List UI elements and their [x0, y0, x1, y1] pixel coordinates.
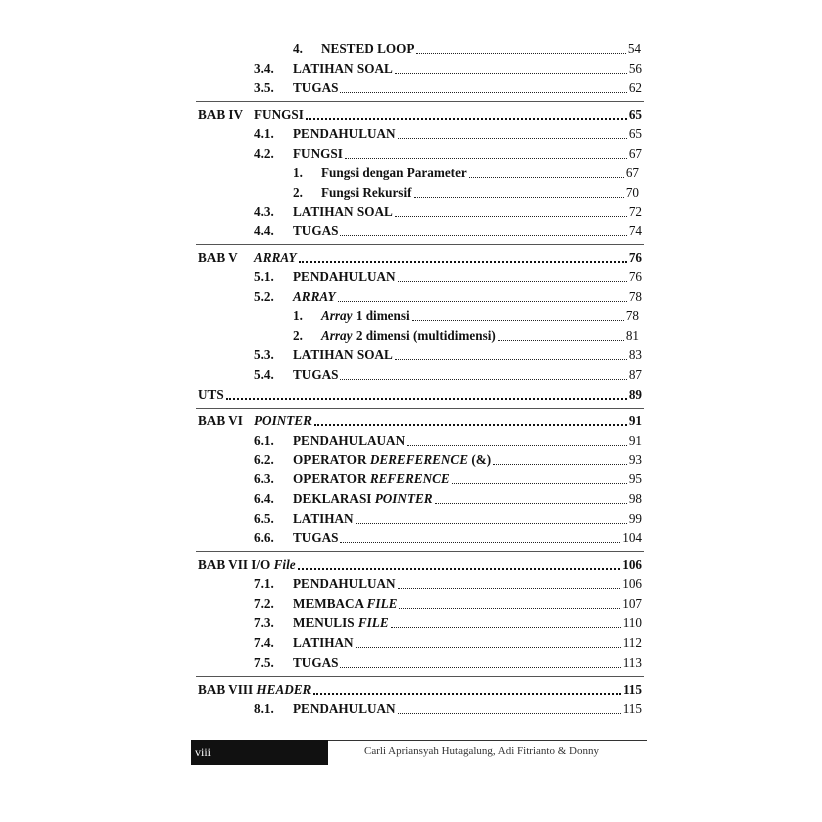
chapter-number: BAB V: [198, 250, 238, 265]
toc-number: 7.1.: [254, 576, 274, 591]
dot-leader: [398, 138, 627, 139]
toc-title: MEMBACA FILE: [293, 596, 398, 611]
dot-leader: [469, 177, 624, 178]
toc-entry[interactable]: [293, 184, 639, 202]
divider: [196, 408, 644, 409]
toc-number: 4.: [293, 41, 303, 56]
toc-entry[interactable]: [254, 634, 642, 652]
toc-title: PENDAHULUAN: [293, 126, 396, 141]
dot-leader: [398, 713, 621, 714]
toc-page-number: 65: [628, 126, 642, 141]
toc-page-number: 78: [625, 308, 639, 323]
toc-page-number: 78: [628, 289, 642, 304]
toc-entry[interactable]: [293, 307, 639, 325]
dot-leader: [407, 445, 627, 446]
toc-entry[interactable]: [254, 222, 642, 240]
toc-page-number: 70: [625, 185, 639, 200]
toc-page-number: 81: [625, 328, 639, 343]
toc-entry[interactable]: [254, 203, 642, 221]
toc-entry[interactable]: [254, 700, 642, 718]
toc-page-number: 99: [628, 511, 642, 526]
toc-page-number: 107: [622, 596, 642, 611]
dot-leader: [313, 693, 621, 695]
toc-title: NESTED LOOP: [321, 41, 415, 56]
toc-title: TUGAS: [293, 80, 339, 95]
dot-leader: [395, 73, 627, 74]
dot-leader: [356, 647, 621, 648]
toc-number: 6.6.: [254, 530, 274, 545]
chapter-title: ARRAY: [254, 250, 297, 265]
divider: [196, 676, 644, 677]
chapter-title: FUNGSI: [254, 107, 304, 122]
chapter-number: BAB VI: [198, 413, 243, 428]
dot-leader: [340, 379, 626, 380]
divider: [196, 551, 644, 552]
divider: [196, 101, 644, 102]
toc-page-number: 76: [628, 250, 642, 265]
toc-chapter[interactable]: [198, 106, 642, 124]
toc-number: 6.1.: [254, 433, 274, 448]
toc-page-number: 93: [628, 452, 642, 467]
dot-leader: [356, 523, 627, 524]
toc-page-number: 115: [622, 682, 642, 697]
toc-number: 7.3.: [254, 615, 274, 630]
toc-entry[interactable]: [254, 510, 642, 528]
toc-page-number: 67: [628, 146, 642, 161]
dot-leader: [306, 118, 627, 120]
toc-title: OPERATOR REFERENCE: [293, 471, 450, 486]
toc-page-number: 106: [622, 557, 642, 572]
toc-entry[interactable]: [254, 268, 642, 286]
toc-number: 3.4.: [254, 61, 274, 76]
dot-leader: [340, 667, 620, 668]
toc-chapter[interactable]: [198, 681, 642, 699]
toc-number: 8.1.: [254, 701, 274, 716]
toc-entry[interactable]: [254, 575, 642, 593]
toc-entry[interactable]: [254, 145, 642, 163]
toc-title: PENDAHULUAN: [293, 701, 396, 716]
toc-chapter[interactable]: [198, 412, 642, 430]
chapter-number: BAB IV: [198, 107, 244, 122]
toc-page-number: 72: [628, 204, 642, 219]
toc-number: 2.: [293, 328, 303, 343]
toc-page-number: 110: [622, 615, 642, 630]
toc-entry[interactable]: [254, 614, 642, 632]
toc-title: TUGAS: [293, 530, 339, 545]
toc-number: 2.: [293, 185, 303, 200]
toc-number: 5.4.: [254, 367, 274, 382]
toc-title: LATIHAN SOAL: [293, 204, 393, 219]
toc-entry[interactable]: [254, 490, 642, 508]
toc-page-number: 56: [628, 61, 642, 76]
toc-number: 1.: [293, 165, 303, 180]
toc-entry[interactable]: [254, 60, 642, 78]
toc-page-number: 62: [628, 80, 642, 95]
dot-leader: [340, 235, 626, 236]
chapter-title: POINTER: [254, 413, 312, 428]
toc-title: LATIHAN SOAL: [293, 347, 393, 362]
toc-title: Array 2 dimensi (multidimensi): [321, 328, 496, 343]
toc-title: PENDAHULUAN: [293, 269, 396, 284]
toc-chapter[interactable]: [198, 249, 642, 267]
toc-page-number: 104: [622, 530, 642, 545]
toc-number: 4.4.: [254, 223, 274, 238]
toc-title: Fungsi Rekursif: [321, 185, 412, 200]
toc-title: DEKLARASI POINTER: [293, 491, 433, 506]
toc-title: OPERATOR DEREFERENCE (&): [293, 452, 492, 467]
toc-entry[interactable]: [254, 346, 642, 364]
toc-title: PENDAHULUAN: [293, 576, 396, 591]
toc-page-number: 67: [625, 165, 639, 180]
dot-leader: [398, 588, 621, 589]
footer-page-box: [191, 740, 328, 765]
dot-leader: [340, 92, 626, 93]
toc-title: FUNGSI: [293, 146, 343, 161]
dot-leader: [399, 608, 620, 609]
toc-number: 6.2.: [254, 452, 274, 467]
dot-leader: [398, 281, 627, 282]
dot-leader: [414, 197, 624, 198]
toc-number: 4.2.: [254, 146, 274, 161]
dot-leader: [395, 216, 627, 217]
chapter-title: BAB VII I/O File: [198, 557, 296, 572]
toc-chapter[interactable]: [198, 386, 642, 404]
toc-page-number: 74: [628, 223, 642, 238]
toc-title: TUGAS: [293, 367, 339, 382]
dot-leader: [298, 568, 621, 570]
toc-entry[interactable]: [293, 327, 639, 345]
toc-number: 6.3.: [254, 471, 274, 486]
toc-page-number: 112: [622, 635, 642, 650]
toc-entry[interactable]: [254, 654, 642, 672]
toc-page-number: 89: [628, 387, 642, 402]
dot-leader: [226, 398, 627, 400]
toc-page-number: 83: [628, 347, 642, 362]
toc-entry[interactable]: [293, 164, 639, 182]
dot-leader: [391, 627, 621, 628]
toc-page-number: 54: [627, 41, 641, 56]
toc-number: 5.3.: [254, 347, 274, 362]
toc-page-number: 98: [628, 491, 642, 506]
toc-number: 3.5.: [254, 80, 274, 95]
dot-leader: [412, 320, 624, 321]
dot-leader: [314, 424, 627, 426]
toc-number: 4.3.: [254, 204, 274, 219]
toc-entry[interactable]: [254, 288, 642, 306]
toc-title: MENULIS FILE: [293, 615, 389, 630]
toc-entry[interactable]: [254, 432, 642, 450]
toc-title: LATIHAN SOAL: [293, 61, 393, 76]
dot-leader: [340, 542, 620, 543]
toc-entry[interactable]: [293, 40, 641, 58]
toc-entry[interactable]: [254, 125, 642, 143]
toc-entry[interactable]: [254, 79, 642, 97]
toc-page-number: 91: [628, 413, 642, 428]
toc-number: 7.4.: [254, 635, 274, 650]
toc-entry[interactable]: [254, 451, 642, 469]
footer-page-number: viii: [195, 745, 212, 759]
toc-number: 7.5.: [254, 655, 274, 670]
toc-number: 5.1.: [254, 269, 274, 284]
toc-chapter[interactable]: [198, 556, 642, 574]
dot-leader: [493, 464, 627, 465]
toc-title: LATIHAN: [293, 635, 354, 650]
footer-rule: [328, 740, 647, 741]
toc-number: 1.: [293, 308, 303, 323]
dot-leader: [299, 261, 627, 263]
toc-title: TUGAS: [293, 655, 339, 670]
chapter-title: BAB VIII HEADER: [198, 682, 312, 697]
toc-page-number: 113: [622, 655, 642, 670]
toc-number: 5.2.: [254, 289, 274, 304]
toc-title: Fungsi dengan Parameter: [321, 165, 467, 180]
dot-leader: [395, 359, 627, 360]
toc-number: 4.1.: [254, 126, 274, 141]
toc-page-number: 87: [628, 367, 642, 382]
dot-leader: [345, 158, 627, 159]
toc-title: TUGAS: [293, 223, 339, 238]
dot-leader: [416, 53, 625, 54]
toc-entry[interactable]: [254, 529, 642, 547]
toc-page-number: 76: [628, 269, 642, 284]
toc-entry[interactable]: [254, 595, 642, 613]
dot-leader: [452, 483, 627, 484]
footer-authors: Carli Apriansyah Hutagalung, Adi Fitrianto & Donny: [364, 745, 599, 757]
chapter-title: UTS: [198, 387, 224, 402]
divider: [196, 244, 644, 245]
toc-page-number: 95: [628, 471, 642, 486]
toc-page-number: 115: [622, 701, 642, 716]
toc-title: LATIHAN: [293, 511, 354, 526]
toc-number: 6.5.: [254, 511, 274, 526]
toc-number: 6.4.: [254, 491, 274, 506]
dot-leader: [498, 340, 624, 341]
toc-number: 7.2.: [254, 596, 274, 611]
toc-page-number: 106: [622, 576, 642, 591]
dot-leader: [435, 503, 627, 504]
toc-entry[interactable]: [254, 470, 642, 488]
dot-leader: [338, 301, 627, 302]
toc-title: Array 1 dimensi: [321, 308, 410, 323]
toc-page-number: 91: [628, 433, 642, 448]
toc-title: PENDAHULAUAN: [293, 433, 406, 448]
toc-entry[interactable]: [254, 366, 642, 384]
toc-title: ARRAY: [293, 289, 336, 304]
toc-page-number: 65: [628, 107, 642, 122]
